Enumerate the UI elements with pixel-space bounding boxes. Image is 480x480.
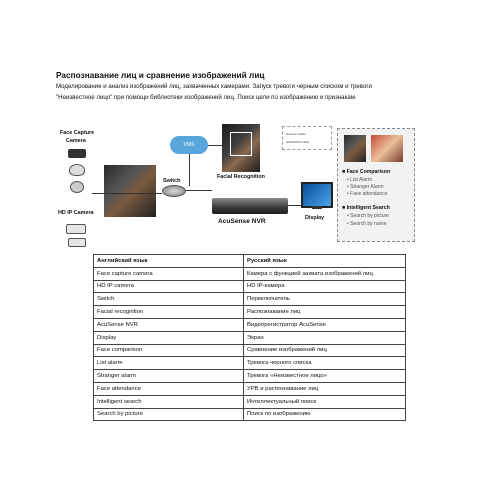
table-cell: Switch xyxy=(94,293,244,306)
display-monitor-icon xyxy=(301,182,333,208)
table-row xyxy=(94,267,406,280)
table-row xyxy=(94,370,406,383)
table-row xyxy=(94,395,406,408)
table-cell: HD IP camera xyxy=(94,280,244,293)
table-cell: Face attendance xyxy=(94,382,244,395)
column-header-english: Английский язык xyxy=(94,255,244,268)
face-capture-camera-label-1: Face Capture xyxy=(60,130,95,136)
table-cell: Face comparison xyxy=(94,344,244,357)
cable-legend xyxy=(282,126,332,150)
table-cell: HD IP-камера xyxy=(244,280,406,293)
connection-line xyxy=(184,190,212,191)
table-cell: Сравнение изображений лиц xyxy=(244,344,406,357)
column-header-russian: Русский язык xyxy=(244,255,406,268)
face-detection-box xyxy=(230,132,252,156)
table-cell: Переключатель xyxy=(244,293,406,306)
table-cell: Распознавание лиц xyxy=(244,306,406,319)
panel-list-item: • Search by name xyxy=(347,221,387,227)
connection-line xyxy=(189,154,190,186)
comparison-photo-2 xyxy=(371,135,403,162)
table-row xyxy=(94,306,406,319)
switch-icon xyxy=(162,185,186,197)
hdmi-vga-cable-legend: HDMI/VGA Cable xyxy=(286,140,310,144)
table-cell: УРВ и распознавание лиц xyxy=(244,382,406,395)
panel-list-item: • Search by picture xyxy=(347,213,390,219)
description-line-1: Моделирование и анализ изображений лиц, захваченных камерами. Запуск тревоги черным списком и тревоги xyxy=(56,83,372,90)
panel-list-item: • List Alarm xyxy=(347,177,373,183)
face-capture-camera-label-2: Camera xyxy=(66,138,86,144)
table-row xyxy=(94,331,406,344)
nvr-device-icon xyxy=(212,198,288,214)
switch-label: Switch xyxy=(163,178,181,184)
table-cell: Face capture camera xyxy=(94,267,244,280)
table-cell: Тревога черного списка xyxy=(244,357,406,370)
table-cell: Display xyxy=(94,331,244,344)
table-header-row xyxy=(94,255,406,268)
connection-line xyxy=(208,145,222,146)
panel-list-item: • Face attendance xyxy=(347,191,388,197)
table-cell: Камера с функцией захвата изображений лиц xyxy=(244,267,406,280)
display-label: Display xyxy=(305,215,325,221)
network-cable-legend: Network Cable xyxy=(286,132,306,136)
table-row xyxy=(94,293,406,306)
table-row xyxy=(94,382,406,395)
connection-line xyxy=(92,193,162,194)
facial-recognition-label: Facial Recognition xyxy=(217,174,265,180)
table-cell: Интеллектуальный поиск xyxy=(244,395,406,408)
face-comparison-title: ■ Face Comparison xyxy=(342,169,391,175)
connection-line xyxy=(288,205,301,206)
vms-label: VMS xyxy=(183,142,195,148)
table-cell: Поиск по изображению xyxy=(244,408,406,421)
comparison-photo-1 xyxy=(344,135,366,162)
intelligent-search-title: ■ Intelligent Search xyxy=(342,205,390,211)
table-row xyxy=(94,318,406,331)
face-capture-camera-icon xyxy=(68,149,86,158)
table-cell: Тревога «Неизвестное лицо» xyxy=(244,370,406,383)
page-title: Распознавание лиц и сравнение изображений лиц xyxy=(56,70,265,80)
table-cell: Intelligent search xyxy=(94,395,244,408)
person-reading-photo xyxy=(104,165,156,217)
vms-cloud-icon xyxy=(170,136,208,154)
table-row xyxy=(94,357,406,370)
table-cell: Facial recognition xyxy=(94,306,244,319)
terminology-table xyxy=(93,254,406,421)
panel-list-item: • Stranger Alarm xyxy=(347,184,384,190)
description-line-2: "Неизвестное лицо" при помощи библиотеки изображений лиц. Поиск цели по изображению и признакам. xyxy=(56,94,357,101)
table-cell: Экран xyxy=(244,331,406,344)
hd-ip-camera-label: HD IP Camera xyxy=(58,210,94,216)
dome-camera-icon xyxy=(70,181,84,193)
bullet-camera-icon xyxy=(66,224,86,234)
table-row xyxy=(94,344,406,357)
table-row xyxy=(94,408,406,421)
table-cell: List alarm xyxy=(94,357,244,370)
table-cell: Search by picture xyxy=(94,408,244,421)
table-row xyxy=(94,280,406,293)
nvr-label: AcuSense NVR xyxy=(218,218,266,225)
dome-camera-icon xyxy=(69,164,85,176)
monitor-stand xyxy=(312,206,322,209)
bullet-camera-icon xyxy=(68,238,86,247)
feature-panel xyxy=(337,128,415,242)
table-cell: Видеорегистратор AcuSense xyxy=(244,318,406,331)
table-cell: Stranger alarm xyxy=(94,370,244,383)
table-cell: AcuSense NVR xyxy=(94,318,244,331)
